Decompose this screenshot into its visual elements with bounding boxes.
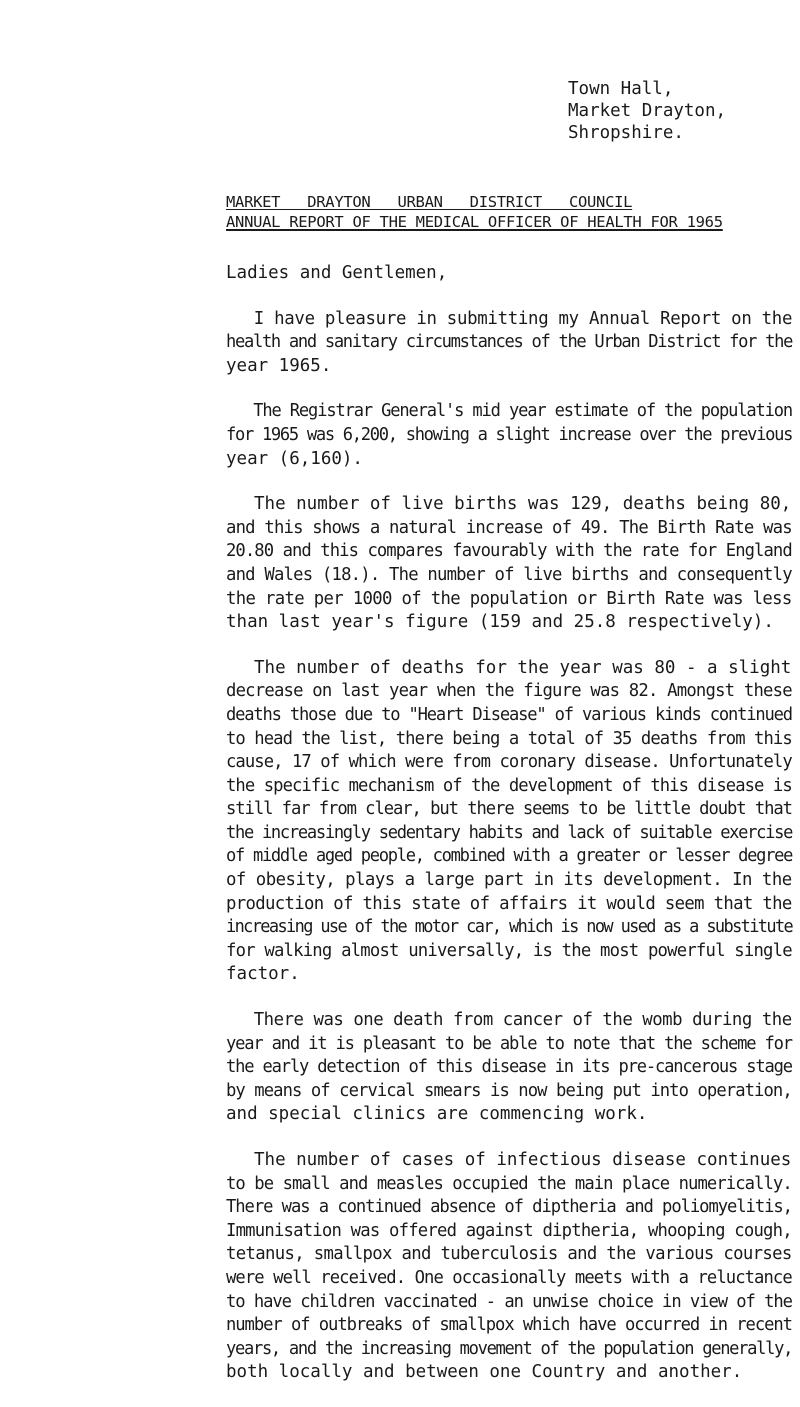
text-line: increasing use of the motor car, which is now used as a substitute — [226, 917, 793, 938]
text-line: to be small and measles occupied the main place numerically. — [226, 1173, 792, 1194]
text-line: both locally and between one Country and another. — [226, 1362, 743, 1383]
text-line: the increasingly sedentary habits and lack of suitable exercise — [226, 822, 793, 843]
text-line: production of this state of affairs it would seem that the — [226, 893, 792, 914]
report-heading — [226, 192, 746, 232]
text-line: and this shows a natural increase of 49. The Birth Rate was — [226, 517, 792, 538]
text-line: The number of cases of infectious disease continues — [254, 1150, 792, 1170]
text-line: tetanus, smallpox and tuberculosis and the various courses — [226, 1244, 792, 1265]
text-line: 20.80 and this compares favourably with the rate for England — [226, 541, 792, 562]
paragraph-intro — [226, 308, 793, 379]
text-line: deaths those due to "Heart Disease" of various kinds continued — [226, 704, 792, 725]
text-line: decrease on last year when the figure was 82. Amongst these — [226, 681, 792, 702]
sender-address — [568, 78, 788, 144]
text-line: There was a continued absence of diptheria and poliomyelitis, — [226, 1197, 792, 1218]
text-line: of middle aged people, combined with a greater or lesser degree — [226, 846, 793, 867]
address-line-3: Shropshire. — [568, 123, 684, 143]
text-line: the early detection of this disease in its pre-cancerous stage — [226, 1057, 792, 1078]
text-line: the rate per 1000 of the population or Birth Rate was less — [226, 588, 792, 609]
text-line: and special clinics are commencing work. — [226, 1104, 648, 1125]
address-line-2: Market Drayton, — [568, 101, 727, 121]
text-line: factor. — [226, 964, 300, 985]
paragraph-births — [226, 493, 792, 635]
paragraph-infectious-disease — [226, 1149, 793, 1385]
text-line: The Registrar General's mid year estimate of the population — [253, 401, 792, 422]
text-line: health and sanitary circumstances of the Urban District for the — [226, 332, 793, 353]
text-line: and Wales (18.). The number of live births and consequently — [226, 564, 792, 585]
text-line: The number of live births was 129, deaths being 80, — [254, 494, 792, 515]
text-line: I have pleasure in submitting my Annual Report on the — [253, 308, 793, 329]
text-line: year 1965. — [226, 355, 332, 376]
council-name: MARKET DRAYTON URBAN DISTRICT COUNCIL — [226, 193, 633, 211]
text-line: for walking almost universally, is the most powerful single — [226, 940, 792, 961]
paragraph-deaths — [226, 657, 793, 987]
text-line: years, and the increasing movement of the population generally, — [226, 1338, 793, 1359]
paragraph-population — [226, 400, 793, 471]
text-line: were well received. One occasionally meets with a reluctance — [226, 1267, 792, 1288]
text-line: year and it is pleasant to be able to note that the scheme for — [226, 1033, 792, 1054]
text-line: to have children vaccinated - an unwise choice in view of the — [226, 1291, 792, 1312]
text-line: number of outbreaks of smallpox which have occurred in recent — [226, 1315, 792, 1336]
address-line-1: Town Hall, — [568, 79, 674, 99]
report-body — [226, 262, 793, 1407]
text-line: The number of deaths for the year was 80 - a slight — [254, 657, 792, 678]
text-line: still far from clear, but there seems to be little doubt that — [226, 799, 792, 820]
text-line: Immunisation was offered against diptheria, whooping cough, — [226, 1220, 792, 1241]
paragraph-cancer — [226, 1009, 792, 1127]
text-line: to head the list, there being a total of 35 deaths from this — [226, 728, 792, 749]
report-title: ANNUAL REPORT OF THE MEDICAL OFFICER OF HEALTH FOR 1965 — [226, 213, 723, 231]
text-line: There was one death from cancer of the womb during the — [253, 1010, 792, 1031]
text-line: of obesity, plays a large part in its development. In the — [226, 870, 792, 891]
text-line: by means of cervical smears is now being put into operation, — [226, 1080, 792, 1101]
text-line: year (6,160). — [226, 448, 363, 469]
text-line: cause, 17 of which were from coronary disease. Unfortunately — [226, 752, 792, 773]
text-line: than last year's figure (159 and 25.8 respectively). — [226, 612, 774, 633]
text-line: the specific mechanism of the development of this disease is — [226, 775, 792, 796]
text-line: for 1965 was 6,200, showing a slight increase over the previous — [226, 424, 793, 445]
salutation: Ladies and Gentlemen, — [226, 263, 448, 283]
